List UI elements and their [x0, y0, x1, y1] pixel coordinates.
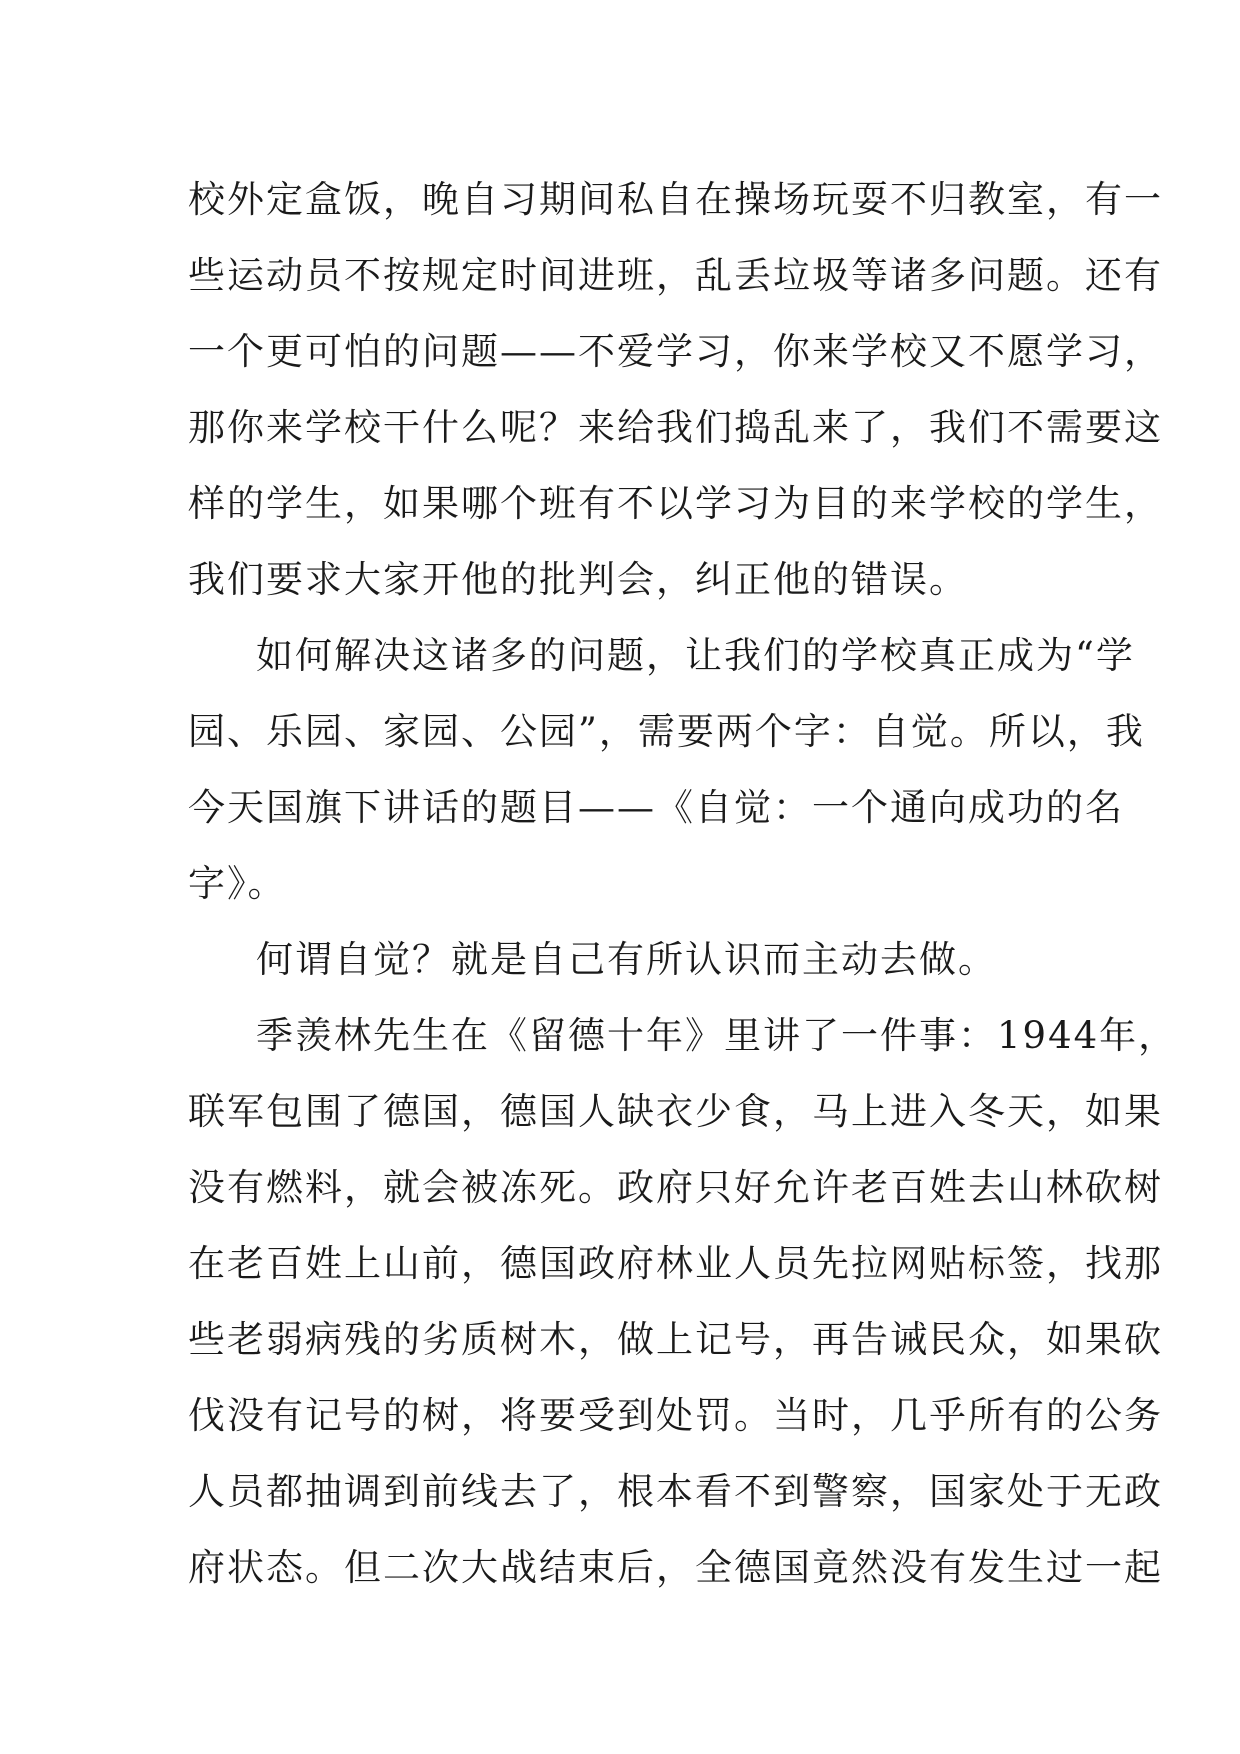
- text-line: 一个更可怕的问题——不爱学习，你来学校又不愿学习，: [188, 330, 1163, 373]
- text-line: 些老弱病残的劣质树木，做上记号，再告诫民众，如果砍: [188, 1318, 1163, 1361]
- text-line: 伐没有记号的树，将要受到处罚。当时，几乎所有的公务: [188, 1394, 1163, 1437]
- text-line: 在老百姓上山前，德国政府林业人员先拉网贴标签，找那: [188, 1242, 1163, 1285]
- text-line: 园、乐园、家园、公园”，需要两个字：自觉。所以，我: [188, 710, 1145, 753]
- paragraph-first-line: 季羡林先生在《留德十年》里讲了一件事：1944年，: [256, 1014, 1178, 1057]
- text-line: 我们要求大家开他的批判会，纠正他的错误。: [188, 558, 968, 601]
- text-line: 些运动员不按规定时间进班，乱丢垃圾等诸多问题。还有: [188, 254, 1163, 297]
- text-line: 没有燃料，就会被冻死。政府只好允许老百姓去山林砍树: [188, 1166, 1163, 1209]
- text-line: 联军包围了德国，德国人缺衣少食，马上进入冬天，如果: [188, 1090, 1163, 1133]
- body-text: [188, 162, 1178, 1606]
- text-line: 府状态。但二次大战结束后，全德国竟然没有发生过一起: [188, 1546, 1163, 1589]
- paragraph-first-line: 何谓自觉？就是自己有所认识而主动去做。: [256, 938, 997, 981]
- text-line: 校外定盒饭，晚自习期间私自在操场玩耍不归教室，有一: [188, 178, 1163, 221]
- text-line: 样的学生，如果哪个班有不以学习为目的来学校的学生，: [188, 482, 1163, 525]
- text-line: 字》。: [188, 862, 287, 905]
- paragraph-first-line: 如何解决这诸多的问题，让我们的学校真正成为“学: [256, 634, 1135, 677]
- text-line: 今天国旗下讲话的题目——《自觉：一个通向成功的名: [188, 786, 1124, 829]
- text-line: 人员都抽调到前线去了，根本看不到警察，国家处于无政: [188, 1470, 1163, 1513]
- text-line: 那你来学校干什么呢？来给我们捣乱来了，我们不需要这: [188, 406, 1163, 449]
